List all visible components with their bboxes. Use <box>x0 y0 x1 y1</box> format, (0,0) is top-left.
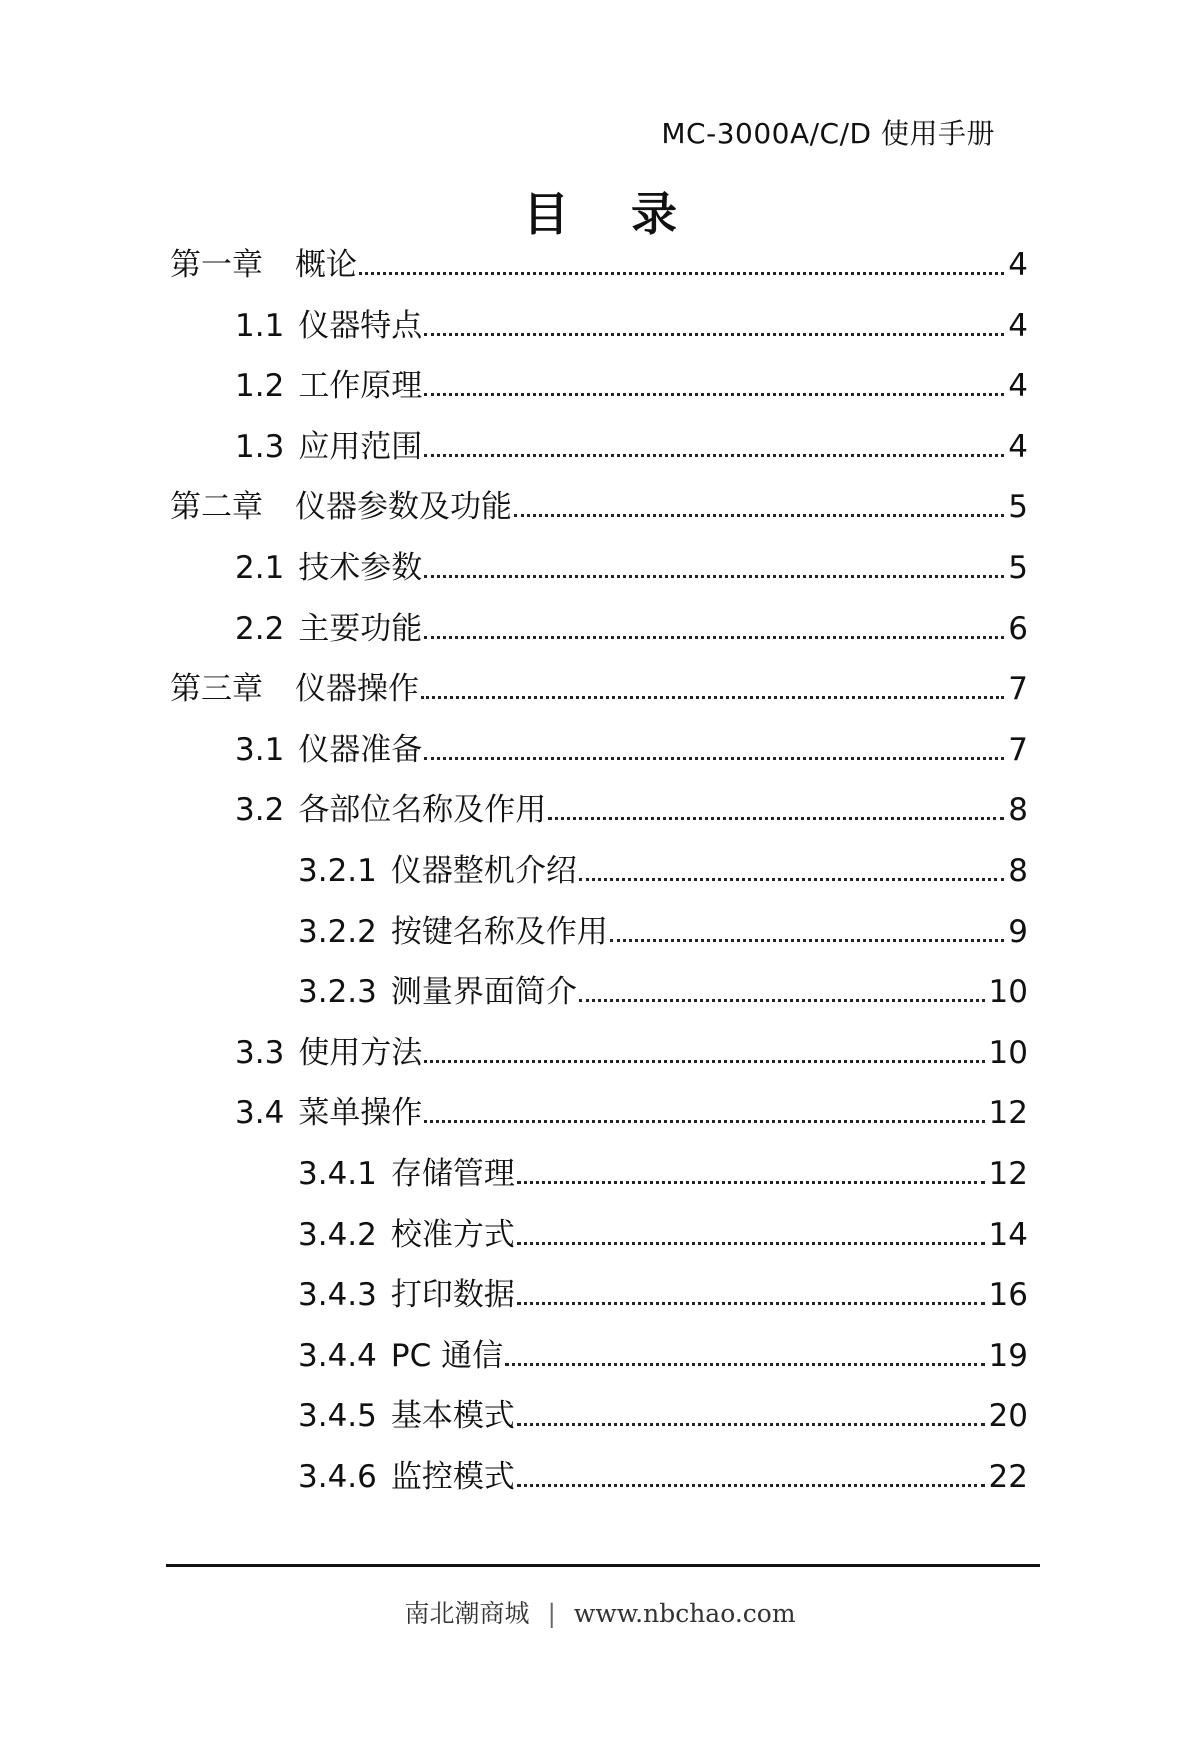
toc-entry-label: 校准方式 <box>390 1216 515 1253</box>
toc-entry[interactable] <box>298 1386 1028 1436</box>
toc-entry-title <box>298 1457 515 1497</box>
toc-dot-leader <box>517 1242 985 1245</box>
running-header: MC-3000A/C/D 使用手册 <box>661 117 995 150</box>
toc-entry-number: 2.2 <box>235 610 285 647</box>
toc-page-number: 4 <box>1008 368 1028 405</box>
toc-dot-leader <box>424 454 1004 457</box>
toc-entry-label: 技术参数 <box>298 550 423 586</box>
toc-entry-number: 3.4.2 <box>298 1216 377 1253</box>
toc-entry-title <box>235 609 422 649</box>
toc-dot-leader <box>517 1181 985 1184</box>
toc-entry[interactable] <box>298 962 1028 1012</box>
toc-page-number: 10 <box>988 974 1028 1011</box>
toc-entry[interactable] <box>298 1265 1028 1315</box>
footer-separator: | <box>547 1599 556 1628</box>
toc-dot-leader <box>517 1302 985 1305</box>
toc-entry-label: 仪器特点 <box>298 307 423 344</box>
toc-dot-leader <box>424 1120 984 1123</box>
toc-page-number: 9 <box>1008 913 1028 950</box>
toc-entry[interactable] <box>235 356 1028 406</box>
toc-entry-label: 测量界面简介 <box>390 974 577 1011</box>
page-title: 目录 <box>523 187 739 241</box>
toc-entry-title <box>235 730 422 770</box>
toc-entry-number: 3.2.1 <box>298 853 377 889</box>
toc-page-number: 8 <box>1008 853 1028 889</box>
toc-dot-leader <box>517 1484 985 1487</box>
toc-page-number: 5 <box>1008 550 1028 586</box>
toc-entry-label: 工作原理 <box>298 368 423 405</box>
toc-entry-label: 菜单操作 <box>298 1095 423 1132</box>
toc-entry-number: 3.4.5 <box>298 1398 377 1435</box>
toc-entry-label: 打印数据 <box>390 1277 515 1314</box>
toc-entry-number: 3.2 <box>235 792 285 829</box>
toc-entry-title <box>298 1275 515 1315</box>
toc-dot-leader <box>505 1363 984 1366</box>
toc-entry-label: 概论 <box>295 247 357 283</box>
toc-entry-title <box>170 669 419 709</box>
toc-entry-title <box>298 1336 503 1376</box>
toc-dot-leader <box>424 333 1004 336</box>
toc-entry-number: 2.1 <box>235 550 285 586</box>
toc-entry-number: 3.4 <box>235 1095 285 1132</box>
toc-entry-number: 3.2.2 <box>298 913 377 950</box>
toc-entry[interactable] <box>298 1205 1028 1255</box>
toc-entry-label: 仪器参数及功能 <box>295 489 512 526</box>
toc-entry[interactable] <box>235 538 1028 588</box>
toc-dot-leader <box>579 878 1004 881</box>
toc-entry-title <box>298 1154 515 1194</box>
toc-entry-title <box>235 1093 422 1133</box>
toc-page-number: 4 <box>1008 307 1028 344</box>
toc-entry-label: 仪器准备 <box>298 731 423 768</box>
toc-entry-number: 1.1 <box>235 307 285 344</box>
toc-entry-label: PC 通信 <box>390 1337 504 1374</box>
toc-dot-leader <box>424 1060 984 1063</box>
toc-entry-title <box>235 548 422 588</box>
toc-entry[interactable] <box>298 841 1028 891</box>
toc-entry-title <box>298 972 577 1012</box>
toc-entry[interactable] <box>298 1144 1028 1194</box>
toc-entry-number: 3.1 <box>235 731 285 768</box>
toc-entry[interactable] <box>170 477 1028 527</box>
toc-page-number: 19 <box>988 1337 1028 1374</box>
toc-dot-leader <box>579 999 985 1002</box>
toc-page-number: 16 <box>988 1277 1028 1314</box>
toc-entry-title <box>298 912 608 952</box>
page-footer <box>0 1594 1200 1630</box>
toc-page-number: 7 <box>1008 731 1028 768</box>
toc-page-number: 6 <box>1008 610 1028 647</box>
toc-dot-leader <box>424 636 1004 639</box>
toc-entry[interactable] <box>298 1447 1028 1497</box>
toc-entry-number: 3.4.3 <box>298 1277 377 1314</box>
toc-entry[interactable] <box>235 1083 1028 1133</box>
toc-entry-number: 3.4.6 <box>298 1459 377 1495</box>
toc-entry-number: 3.3 <box>235 1034 285 1071</box>
toc-page-number: 10 <box>988 1034 1028 1071</box>
toc-entry-title <box>235 790 546 830</box>
toc-dot-leader <box>424 757 1004 760</box>
toc-dot-leader <box>359 272 1004 275</box>
toc-entry-label: 存储管理 <box>390 1156 515 1192</box>
toc-entry-label: 监控模式 <box>390 1459 515 1495</box>
toc-page-number: 20 <box>988 1398 1028 1435</box>
toc-entry-label: 按键名称及作用 <box>390 913 608 950</box>
toc-entry[interactable] <box>235 720 1028 770</box>
toc-entry-label: 应用范围 <box>298 428 423 465</box>
toc-entry-label: 仪器整机介绍 <box>390 853 577 889</box>
toc-entry[interactable] <box>235 599 1028 649</box>
toc-dot-leader <box>424 575 1004 578</box>
toc-entry-title <box>170 487 512 527</box>
toc-entry-title <box>235 427 422 467</box>
toc-page-number: 4 <box>1008 247 1028 283</box>
toc-dot-leader <box>424 393 1004 396</box>
toc-entry-title <box>298 851 577 891</box>
toc-page-number: 4 <box>1008 428 1028 465</box>
toc-page-number: 7 <box>1008 671 1028 708</box>
toc-entry[interactable] <box>235 296 1028 346</box>
toc-entry-label: 主要功能 <box>298 610 423 647</box>
toc-entry-label: 各部位名称及作用 <box>298 792 547 829</box>
toc-entry-number: 3.4.4 <box>298 1337 377 1374</box>
toc-page-number: 12 <box>988 1095 1028 1132</box>
toc-entry-number: 1.2 <box>235 368 285 405</box>
toc-entry-title <box>235 1033 422 1073</box>
toc-entry[interactable] <box>170 235 1028 285</box>
toc-entry[interactable] <box>235 1023 1028 1073</box>
toc-entry-number: 1.3 <box>235 428 285 465</box>
toc-page-number: 8 <box>1008 792 1028 829</box>
toc-entry-label: 基本模式 <box>390 1398 515 1435</box>
toc-entry-number: 第三章 <box>170 671 263 708</box>
toc-dot-leader <box>548 817 1004 820</box>
toc-entry-number: 3.2.3 <box>298 974 377 1011</box>
footer-divider <box>166 1564 1040 1567</box>
toc-entry-number: 第一章 <box>170 247 263 283</box>
toc-dot-leader <box>610 939 1004 942</box>
toc-page-number: 22 <box>988 1459 1028 1495</box>
toc-page-number: 12 <box>988 1156 1028 1192</box>
toc-dot-leader <box>514 514 1004 517</box>
toc-entry[interactable] <box>235 780 1028 830</box>
toc-dot-leader <box>421 696 1004 699</box>
toc-entry[interactable] <box>298 902 1028 952</box>
toc-entry-number: 3.4.1 <box>298 1156 377 1192</box>
toc-entry[interactable] <box>298 1326 1028 1376</box>
toc-entry-title <box>298 1396 515 1436</box>
toc-dot-leader <box>517 1423 985 1426</box>
footer-url[interactable]: www.nbchao.com <box>573 1599 796 1628</box>
toc-entry-label: 仪器操作 <box>295 671 419 708</box>
toc-entry-label: 使用方法 <box>298 1034 423 1071</box>
toc-page-number: 14 <box>988 1216 1028 1253</box>
toc-entry[interactable] <box>170 659 1028 709</box>
toc-entry[interactable] <box>235 417 1028 467</box>
footer-site-name: 南北潮商城 <box>404 1599 530 1628</box>
toc-entry-title <box>235 306 422 346</box>
toc-entry-number: 第二章 <box>170 489 263 526</box>
toc-entry-title <box>298 1215 515 1255</box>
toc-entry-title <box>170 245 357 285</box>
toc-entry-title <box>235 366 422 406</box>
toc-page-number: 5 <box>1008 489 1028 526</box>
